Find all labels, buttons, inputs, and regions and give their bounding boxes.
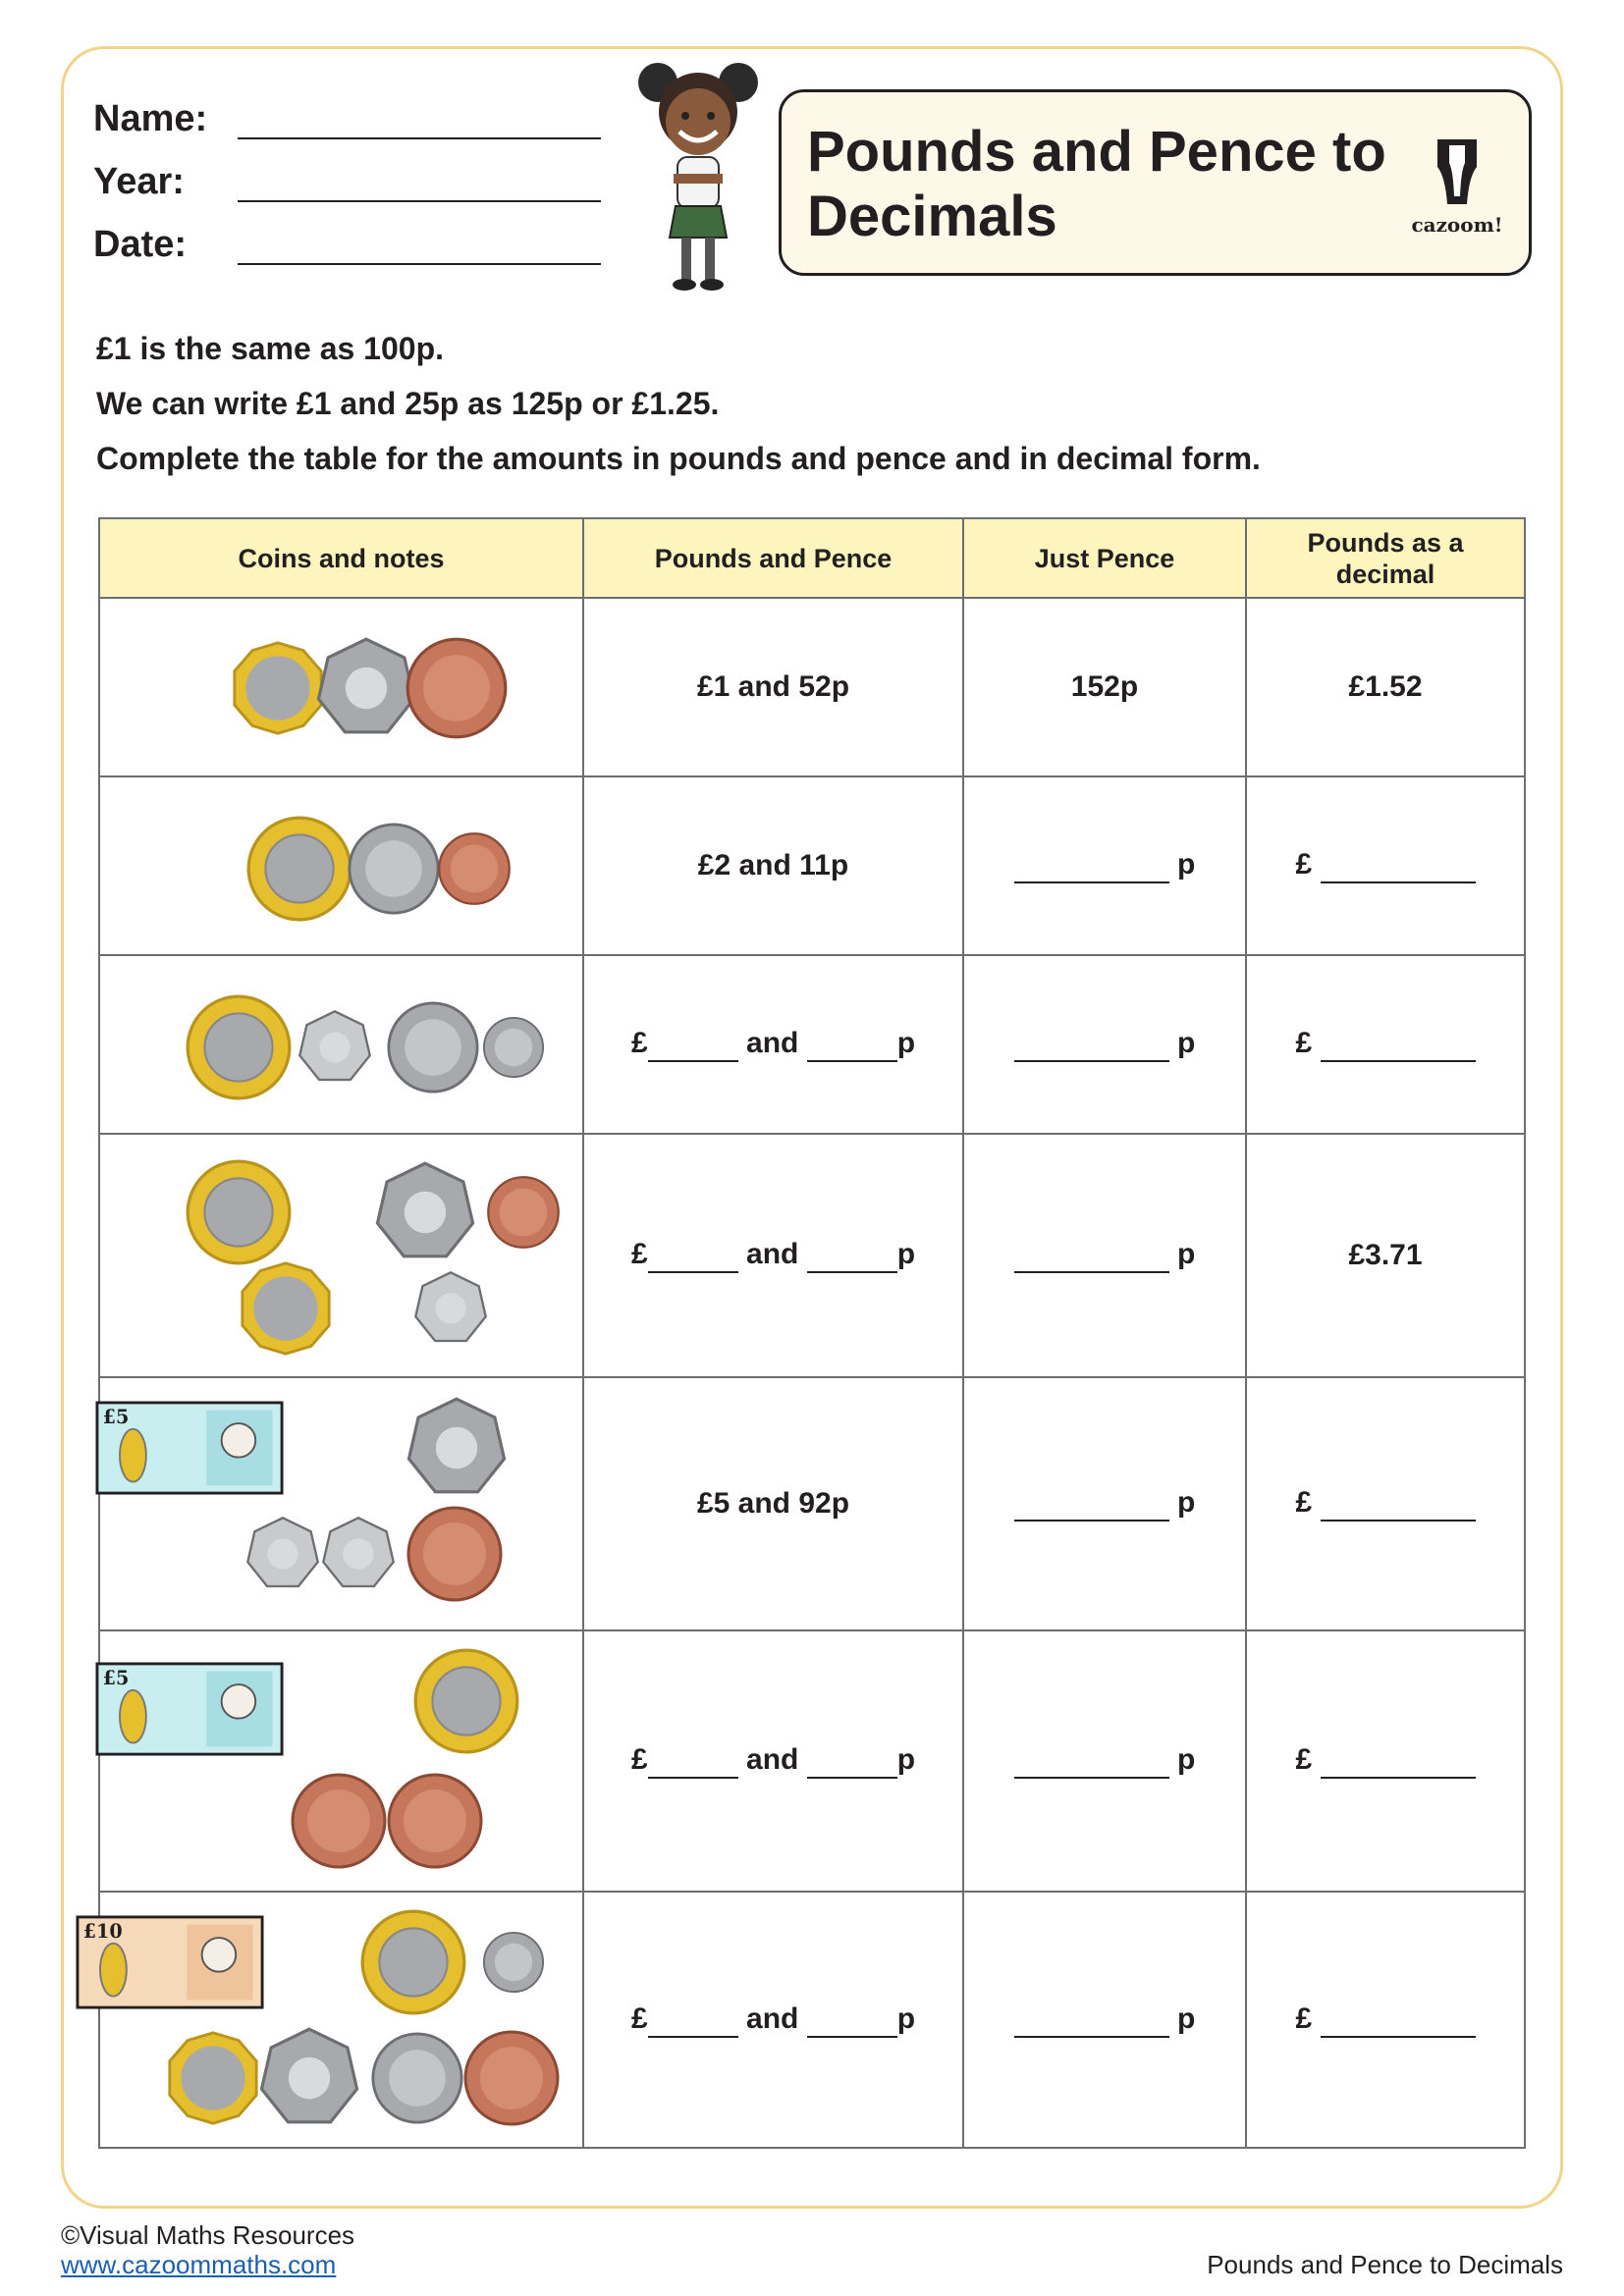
coin-pound-2-coin-icon <box>360 1909 466 2015</box>
coin-pound-1-coin-icon <box>231 641 325 735</box>
just-pence-cell[interactable] <box>963 1377 1246 1630</box>
footer-copyright: ©Visual Maths Resources <box>61 2220 355 2250</box>
pence-symbol: p <box>1168 1027 1196 1059</box>
year-label: Year: <box>93 161 185 202</box>
pence-blank[interactable] <box>807 1743 897 1779</box>
coin-5p-coin-icon <box>482 1016 545 1079</box>
pounds-and-pence-value: £5 and 92p <box>696 1487 850 1520</box>
title-box <box>779 89 1532 276</box>
header-just-pence: Just Pence <box>963 518 1246 598</box>
page-title: Pounds and Pence to Decimals <box>807 120 1386 248</box>
pound-symbol: £ <box>1295 848 1321 881</box>
just-pence-cell[interactable] <box>963 1630 1246 1892</box>
just-pence-blank[interactable] <box>1014 1238 1169 1273</box>
table-row <box>99 1630 1525 1892</box>
instruction-line: We can write £1 and 25p as 125p or £1.25. <box>96 386 720 421</box>
just-pence-value: 152p <box>1070 670 1139 703</box>
pound-symbol: £ <box>1295 1486 1321 1519</box>
cazoom-logo-icon <box>1435 137 1479 206</box>
pound-symbol: £ <box>1295 2002 1321 2035</box>
footer-title: Pounds and Pence to Decimals <box>1207 2250 1563 2279</box>
just-pence-blank[interactable] <box>1014 1027 1169 1062</box>
name-label: Name: <box>93 98 208 139</box>
coin-50p-coin-icon <box>257 2026 361 2130</box>
pence-symbol: p <box>896 1238 916 1270</box>
pounds-and-pence-cell[interactable] <box>583 1134 963 1377</box>
coin-50p-coin-icon <box>314 636 418 740</box>
coin-20p-coin-icon <box>320 1516 397 1592</box>
pounds-decimal-value: £3.71 <box>1348 1239 1423 1271</box>
pence-blank[interactable] <box>807 2002 897 2038</box>
pence-symbol: p <box>896 1027 916 1059</box>
instructions <box>96 332 1261 497</box>
svg-text:£5: £5 <box>102 1406 129 1429</box>
coin-10p-coin-icon <box>347 822 441 916</box>
coins-and-notes-cell <box>99 1377 583 1630</box>
money-table <box>82 517 1526 2149</box>
pence-symbol: p <box>1168 848 1196 881</box>
and-label: and <box>737 2002 807 2035</box>
coin-pound-2-coin-icon <box>186 994 292 1100</box>
coin-pound-2-coin-icon <box>186 1159 292 1265</box>
table-row <box>99 776 1525 955</box>
just-pence-blank[interactable] <box>1014 848 1169 883</box>
logo-text: cazoom! <box>1411 213 1503 237</box>
pounds-and-pence-cell[interactable] <box>583 1630 963 1892</box>
coin-1p-coin-icon <box>437 831 512 906</box>
coin-20p-coin-icon <box>412 1270 489 1347</box>
coin-50p-coin-icon <box>405 1396 509 1500</box>
table-row <box>99 1377 1525 1630</box>
pounds-blank[interactable] <box>648 1238 738 1273</box>
coin-pound-1-coin-icon <box>239 1261 333 1356</box>
cazoom-logo <box>1403 137 1511 236</box>
decimal-blank[interactable] <box>1321 1027 1476 1062</box>
bank-note-pound-5-note-icon <box>95 1662 284 1756</box>
instruction-line: Complete the table for the amounts in pounds and pence and in decimal form. <box>96 441 1261 476</box>
date-line[interactable] <box>238 263 601 265</box>
just-pence-cell[interactable] <box>963 776 1246 955</box>
svg-text:£10: £10 <box>82 1920 123 1944</box>
and-label: and <box>737 1027 807 1059</box>
pounds-and-pence-value: £1 and 52p <box>696 670 850 703</box>
table-header-row <box>99 518 1525 598</box>
decimal-blank[interactable] <box>1321 1486 1476 1522</box>
pounds-decimal-cell[interactable] <box>1246 1630 1525 1892</box>
pounds-and-pence-cell <box>583 598 963 776</box>
pounds-decimal-cell[interactable] <box>1246 1892 1525 2148</box>
pounds-decimal-cell[interactable] <box>1246 1377 1525 1630</box>
coins-and-notes-cell <box>82 1892 583 2148</box>
pound-symbol: £ <box>630 1027 648 1059</box>
bank-note-pound-5-note-icon <box>95 1401 284 1495</box>
pence-blank[interactable] <box>807 1027 897 1062</box>
coin-2p-coin-icon <box>290 1772 388 1870</box>
and-label: and <box>737 1238 807 1270</box>
just-pence-blank[interactable] <box>1014 2002 1169 2038</box>
coin-50p-coin-icon <box>373 1160 477 1264</box>
pound-symbol: £ <box>1295 1743 1321 1776</box>
decimal-blank[interactable] <box>1321 1743 1476 1779</box>
coins-and-notes-cell <box>99 1134 583 1377</box>
just-pence-cell[interactable] <box>963 955 1246 1134</box>
pounds-and-pence-cell[interactable] <box>583 1892 963 2148</box>
decimal-blank[interactable] <box>1321 848 1476 883</box>
coin-10p-coin-icon <box>370 2031 464 2125</box>
coin-2p-coin-icon <box>405 636 509 740</box>
pence-symbol: p <box>896 2002 916 2035</box>
coin-pound-1-coin-icon <box>166 2031 260 2125</box>
pounds-decimal-cell[interactable] <box>1246 776 1525 955</box>
pence-symbol: p <box>896 1743 916 1776</box>
just-pence-blank[interactable] <box>1014 1743 1169 1779</box>
name-line[interactable] <box>238 137 601 139</box>
coin-5p-coin-icon <box>482 1931 545 1994</box>
coin-pound-2-coin-icon <box>413 1648 519 1754</box>
coin-1p-coin-icon <box>486 1175 561 1250</box>
table-row <box>99 1892 1525 2148</box>
coin-20p-coin-icon <box>297 1009 373 1086</box>
coin-2p-coin-icon <box>386 1772 484 1870</box>
table-row <box>99 1134 1525 1377</box>
pounds-and-pence-cell <box>583 776 963 955</box>
just-pence-blank[interactable] <box>1014 1486 1169 1522</box>
coin-pound-2-coin-icon <box>246 816 352 922</box>
svg-text:£5: £5 <box>102 1667 129 1690</box>
pence-symbol: p <box>1168 1743 1196 1776</box>
just-pence-cell[interactable] <box>963 1134 1246 1377</box>
pence-symbol: p <box>1168 1486 1196 1519</box>
coin-20p-coin-icon <box>244 1516 321 1592</box>
bank-note-pound-10-note-icon <box>76 1915 264 2009</box>
header-pounds-as-decimal: Pounds as a decimal <box>1246 518 1525 598</box>
girl-mascot-illustration <box>628 61 768 294</box>
pounds-decimal-cell <box>1246 1134 1525 1377</box>
decimal-blank[interactable] <box>1321 2002 1476 2038</box>
header-pounds-and-pence: Pounds and Pence <box>583 518 963 598</box>
pounds-and-pence-cell[interactable] <box>583 955 963 1134</box>
pounds-blank[interactable] <box>648 1743 738 1779</box>
footer-website-link[interactable]: www.cazoommaths.com <box>61 2250 337 2279</box>
pence-blank[interactable] <box>807 1238 897 1273</box>
coins-and-notes-cell <box>99 776 583 955</box>
just-pence-cell <box>963 598 1246 776</box>
date-label: Date: <box>93 224 188 265</box>
pounds-and-pence-value: £2 and 11p <box>697 849 849 881</box>
table-row <box>99 955 1525 1134</box>
pounds-decimal-value: £1.52 <box>1348 670 1423 703</box>
coins-and-notes-cell <box>99 1630 583 1892</box>
pounds-blank[interactable] <box>648 2002 738 2038</box>
just-pence-cell[interactable] <box>963 1892 1246 2148</box>
instruction-line: £1 is the same as 100p. <box>96 331 444 366</box>
pence-symbol: p <box>1168 1238 1196 1270</box>
pound-symbol: £ <box>630 1743 648 1776</box>
pound-symbol: £ <box>630 1238 648 1270</box>
and-label: and <box>737 1743 807 1776</box>
header-coins-and-notes: Coins and notes <box>99 518 583 598</box>
pounds-decimal-cell[interactable] <box>1246 955 1525 1134</box>
pounds-blank[interactable] <box>648 1027 738 1062</box>
year-line[interactable] <box>238 200 601 202</box>
pound-symbol: £ <box>1295 1027 1321 1059</box>
pounds-decimal-cell <box>1246 598 1525 776</box>
pence-symbol: p <box>1168 2002 1196 2035</box>
pounds-and-pence-cell <box>583 1377 963 1630</box>
coins-and-notes-cell <box>99 955 583 1134</box>
coin-10p-coin-icon <box>386 1000 480 1095</box>
pound-symbol: £ <box>630 2002 648 2035</box>
coins-and-notes-cell <box>99 598 583 776</box>
table-row <box>99 598 1525 776</box>
coin-2p-coin-icon <box>462 2029 561 2127</box>
coin-2p-coin-icon <box>406 1505 504 1603</box>
